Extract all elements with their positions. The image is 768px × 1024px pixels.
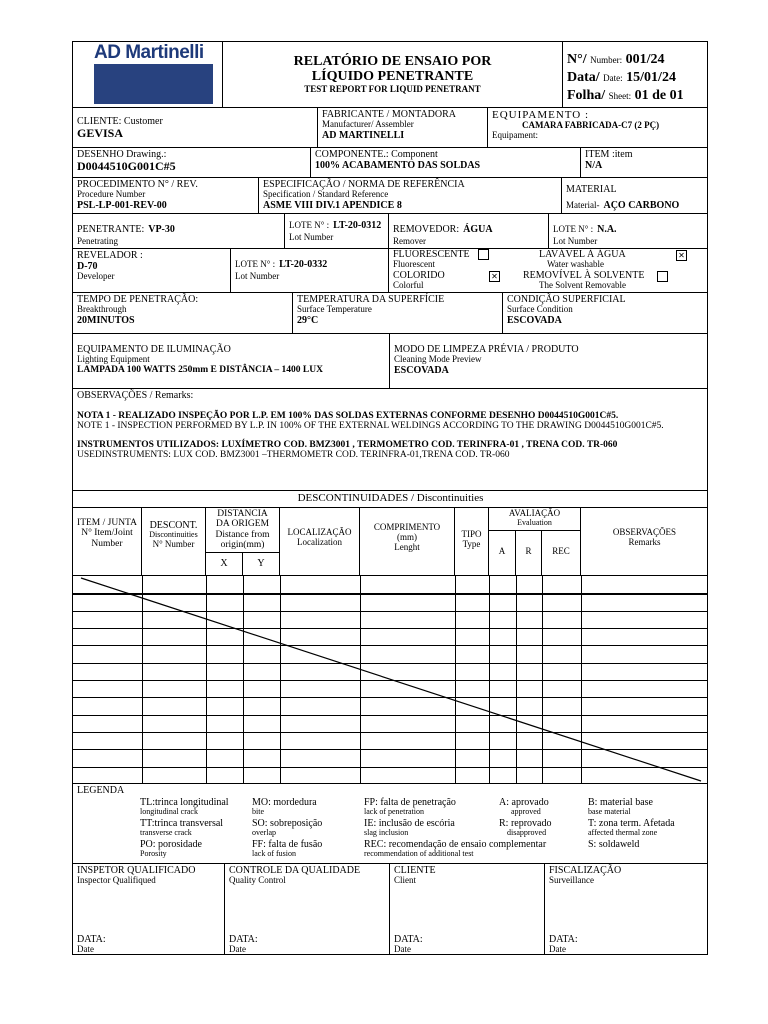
temp-label: TEMPERATURA DA SUPERFÍCIE (297, 294, 445, 305)
legend-tt-en: transverse crack (140, 828, 192, 837)
legend-rec-en: recommendation of additional test (364, 849, 474, 858)
col-descont: DESCONT. (149, 520, 198, 531)
penetrant-en: Penetrating (77, 235, 118, 246)
procedure-label: PROCEDIMENTO N° / REV. (77, 179, 198, 190)
col-rec-header: REC (542, 531, 581, 576)
sheet-en: Sheet: (608, 91, 632, 102)
legend-po: PO: porosidade (140, 839, 202, 850)
table-row-line (73, 628, 708, 629)
col-aval: AVALIAÇÃO (508, 508, 561, 518)
title-line2: LÍQUIDO PENETRANTE (311, 69, 474, 85)
cleaning-cell (390, 334, 708, 389)
discont-title: DESCONTINUIDADES / Discontinuities (73, 491, 708, 508)
title-subtitle: TEST REPORT FOR LIQUID PENETRANT (304, 83, 481, 94)
material-cell (562, 178, 708, 214)
lot1-label: LOTE N° : (289, 220, 330, 230)
legend-t-en: affected thermal zone (588, 828, 658, 837)
sheet-label: Folha/ (567, 88, 606, 104)
note-en: NOTE 1 - INSPECTION PERFORMED BY L.P. IN 100% OF THE EXTERNAL WELDINGS ACCORDING TO THE DRAWING D0044510G001C#5. (77, 421, 664, 432)
manufacturer-en: Manufacturer/ Assembler (322, 119, 414, 129)
item-cell (581, 148, 708, 178)
col-comp-mm: (mm) (397, 531, 417, 542)
date-value: 15/01/24 (626, 70, 676, 86)
client-cell (73, 108, 318, 148)
col-aval-en: Evaluation (517, 517, 552, 527)
item-value: N/A (585, 160, 603, 171)
report-title (223, 42, 563, 108)
col-descont-header (142, 508, 206, 576)
table-row-line (73, 749, 708, 750)
item-label: ITEM :item (585, 149, 633, 160)
lighting-cell (73, 334, 390, 389)
remover-en: Remover (393, 235, 426, 246)
temp-en: Surface Temperature (297, 304, 372, 314)
legend-tl-en: longitudinal crack (140, 807, 198, 816)
test-report-form (72, 41, 708, 955)
colored-checkbox[interactable]: ✕ (489, 271, 500, 282)
equipment-en: Equipament: (492, 129, 538, 140)
logo-cell (73, 42, 223, 108)
lot2-value: N.A. (597, 224, 617, 235)
developer-en: Developer (77, 271, 115, 281)
date-label: Data/ (567, 70, 600, 86)
table-row-line (73, 767, 708, 768)
sig-en: Quality Control (229, 875, 286, 885)
sig-label: CONTROLE DA QUALIDADE (229, 865, 361, 876)
number-value: 001/24 (625, 52, 665, 67)
sheet-value: 01 de 01 (634, 88, 684, 104)
water-checkbox[interactable]: ✕ (676, 250, 687, 261)
drawing-value: D0044510G001C#5 (77, 159, 176, 173)
spec-label: ESPECIFICAÇÃO / NORMA DE REFERÊNCIA (263, 179, 465, 190)
legend-b: B: material base (588, 797, 653, 808)
legend-b-en: base material (588, 807, 631, 816)
date-en: Date: (603, 73, 623, 84)
fluorescent-en: Fluorescent (393, 259, 435, 269)
number-label: N°/ (567, 52, 587, 67)
lot1-en: Lot Number (289, 231, 334, 242)
discont-table-body (73, 576, 708, 784)
component-cell (311, 148, 581, 178)
equipment-label: EQUIPAMENTO : (492, 109, 590, 121)
legend-mo: MO: mordedura (252, 797, 317, 808)
table-row-line (73, 732, 708, 733)
condition-cell (503, 293, 708, 334)
legend-a-en: approved (511, 807, 541, 816)
sig-date: DATA: (549, 934, 578, 945)
col-comp-header (360, 508, 455, 576)
number-en: Number: (590, 55, 623, 65)
col-obs: OBSERVAÇÕES (612, 527, 677, 537)
sig-date-en: Date (549, 944, 566, 954)
col-loc: LOCALIZAÇÃO (287, 527, 352, 537)
lot3-value: LT-20-0332 (279, 259, 328, 270)
legend-rec: REC: recomendação de ensaio complementar (364, 839, 547, 850)
col-x-header: X (206, 553, 243, 576)
lot3-cell (231, 249, 389, 293)
sig-label: FISCALIZAÇÃO (549, 865, 622, 876)
spec-en: Specification / Standard Reference (263, 189, 389, 199)
sig-label: CLIENTE (394, 865, 436, 876)
equipment-value: CAMARA FABRICADA-C7 (2 PÇ) (522, 120, 660, 131)
col-obs-header (581, 508, 708, 576)
report-meta (563, 42, 708, 108)
manufacturer-label: FABRICANTE / MONTADORA (322, 109, 457, 120)
legend-r-en: disapproved (507, 828, 547, 837)
material-label: MATERIAL (566, 184, 617, 195)
table-row-line (73, 645, 708, 646)
cond-value: ESCOVADA (507, 314, 562, 326)
remover-label: REMOVEDOR: (393, 224, 460, 235)
penetrant-cell (73, 214, 285, 249)
legend-title: LEGENDA (77, 785, 125, 796)
developer-value: D-70 (77, 261, 98, 272)
developer-label: REVELADOR : (77, 250, 143, 261)
col-aval-header (489, 508, 581, 531)
sig-date-en: Date (394, 944, 411, 954)
sig-date: DATA: (394, 934, 423, 945)
sig-date: DATA: (229, 934, 258, 945)
light-value: LAMPADA 100 WATTS 250mm E DISTÂNCIA – 1400 LUX (77, 364, 323, 375)
legend-mo-en: bite (252, 807, 264, 816)
colored-label: COLORIDO (393, 270, 445, 281)
solvent-checkbox[interactable] (657, 271, 668, 282)
lot1-value: LT-20-0312 (333, 220, 382, 231)
col-dist: DISTANCIA DA ORIGEM (215, 509, 270, 530)
time-value: 20MINUTOS (77, 314, 135, 326)
col-r-header: R (516, 531, 542, 576)
legend-tl: TL:trinca longitudinal (140, 797, 229, 808)
sig-date-en: Date (77, 944, 94, 954)
procedure-cell (73, 178, 259, 214)
legend-s: S: soldaweld (588, 839, 640, 850)
col-tipo-en: Type (462, 538, 481, 549)
procedure-value: PSL-LP-001-REV-00 (77, 199, 167, 211)
remover-cell (389, 214, 549, 249)
col-y-header: Y (243, 553, 280, 576)
legend-so-en: overlap (252, 828, 276, 837)
client-value: GEVISA (77, 126, 124, 140)
time-label: TEMPO DE PENETRAÇÃO: (77, 294, 199, 305)
light-en: Lighting Equipment (77, 354, 150, 364)
lot2-cell (549, 214, 708, 249)
clean-label: MODO DE LIMPEZA PRÉVIA / PRODUTO (394, 344, 579, 355)
col-comp: COMPRIMENTO (373, 522, 441, 532)
temp-value: 29°C (297, 314, 319, 326)
colored-en: Colorful (393, 280, 424, 290)
signature-surveillance (545, 864, 708, 955)
legend-ie-en: slag inclusion (364, 828, 409, 837)
logo-block (94, 64, 213, 104)
col-tipo: TIPO (461, 529, 482, 539)
table-row-line (73, 663, 708, 664)
lot3-en: Lot Number (235, 270, 280, 281)
legend-fp-en: lack of penetration (364, 807, 424, 816)
legend-cell (73, 784, 708, 864)
sig-en: Surveillance (549, 875, 594, 885)
col-tipo-header (455, 508, 489, 576)
water-label: LAVÁVEL À ÁGUA (539, 249, 626, 260)
penetrant-type-cell (389, 249, 708, 293)
fluorescent-label: FLUORESCENTE (393, 249, 470, 260)
component-label: COMPONENTE.: Component (315, 149, 438, 160)
lot2-en: Lot Number (553, 235, 598, 246)
sig-date-en: Date (229, 944, 246, 954)
legend-tt: TT:trinca transversal (140, 818, 224, 829)
penetrant-value: VP-30 (148, 224, 175, 235)
lot2-label: LOTE N° : (553, 224, 594, 234)
table-row-line (73, 680, 708, 681)
cond-label: CONDIÇÃO SUPERFICIAL (507, 294, 626, 305)
table-row-line (73, 697, 708, 698)
lot3-label: LOTE N° : (235, 259, 276, 269)
legend-po-en: Porosity (140, 849, 167, 858)
legend-fp: FP: falta de penetração (364, 797, 456, 808)
signature-quality (225, 864, 390, 955)
col-comp-en: Lenght (394, 541, 420, 552)
water-en: Water washable (547, 259, 604, 269)
spec-cell (259, 178, 562, 214)
solvent-en: The Solvent Removable (539, 280, 626, 290)
sig-en: Client (394, 875, 416, 885)
observations-label: OBSERVAÇÕES / Remarks: (77, 390, 194, 401)
remover-value: ÁGUA (463, 224, 493, 235)
drawing-cell (73, 148, 311, 178)
temp-cell (293, 293, 503, 334)
sig-en: Inspector Qualifiqued (77, 875, 156, 885)
col-loc-header (280, 508, 360, 576)
equipment-cell (488, 108, 708, 148)
drawing-label: DESENHO Drawing.: (77, 149, 167, 160)
table-row-line (73, 611, 708, 612)
manufacturer-value: AD MARTINELLI (322, 129, 405, 141)
observations-cell (73, 389, 708, 491)
company-logo: AD Martinelli (94, 42, 204, 63)
material-value: AÇO CARBONO (603, 200, 680, 211)
signature-inspector (73, 864, 225, 955)
legend-ie: IE: inclusão de escória (364, 818, 455, 829)
developer-cell (73, 249, 231, 293)
time-en: Breakthrough (77, 304, 127, 314)
cond-en: Surface Condition (507, 304, 573, 314)
table-row-line (73, 715, 708, 716)
material-en: Material- (566, 200, 600, 210)
legend-ff: FF: falta de fusão (252, 839, 323, 850)
solvent-label: REMOVÍVEL À SOLVENTE (523, 270, 645, 281)
penetrant-label: PENETRANTE: (77, 224, 145, 235)
col-item-header: ITEM / JUNTA N° Item/Joint Number (73, 508, 142, 576)
instr-en: USEDINSTRUMENTS: LUX COD. BMZ3001 –THERMOMETR COD. TERINFRA-01,TRENA COD. TR-060 (77, 450, 510, 461)
col-descont-n: N° Number (152, 538, 195, 549)
procedure-en: Procedure Number (77, 189, 146, 199)
col-obs-en: Remarks (628, 536, 661, 547)
clean-en: Cleaning Mode Preview (394, 354, 482, 364)
component-value: 100% ACABAMENTO DAS SOLDAS (315, 160, 481, 171)
table-row-line (73, 593, 708, 595)
col-dist-header (206, 508, 280, 553)
col-descont-en: Discontinuities (149, 530, 198, 539)
title-line1: RELATÓRIO DE ENSAIO POR (293, 54, 492, 69)
note-pt: NOTA 1 - REALIZADO INSPEÇÃO POR L.P. EM 100% DAS SOLDAS EXTERNAS CONFORME DESENHO D0044510G001C#5. (77, 411, 619, 421)
sig-label: INSPETOR QUALIFICADO (77, 865, 196, 876)
legend-ff-en: lack of fusion (252, 849, 296, 858)
legend-r: R: reprovado (499, 818, 552, 829)
time-cell (73, 293, 293, 334)
clean-value: ESCOVADA (394, 364, 449, 376)
signature-client (390, 864, 545, 955)
col-a-header: A (489, 531, 516, 576)
legend-t: T: zona term. Afetada (588, 818, 675, 829)
manufacturer-cell (318, 108, 488, 148)
legend-a: A: aprovado (499, 797, 549, 808)
sig-date: DATA: (77, 934, 106, 945)
legend-so: SO: sobreposição (252, 818, 323, 829)
col-loc-en: Localization (297, 536, 342, 547)
light-label: EQUIPAMENTO DE ILUMINAÇÃO (77, 344, 231, 355)
instr-pt: INSTRUMENTOS UTILIZADOS: LUXÍMETRO COD. BMZ3001 , TERMOMETRO COD. TERINFRA-01 , TRENA COD. TR-060 (77, 439, 618, 450)
lot1-cell (285, 214, 389, 249)
client-label: CLIENTE: Customer (77, 116, 163, 127)
spec-value: ASME VIII DIV.1 APENDICE 8 (263, 199, 402, 211)
fluorescent-checkbox[interactable] (478, 249, 489, 260)
col-dist-en: Distance from origin(mm) (215, 529, 270, 551)
